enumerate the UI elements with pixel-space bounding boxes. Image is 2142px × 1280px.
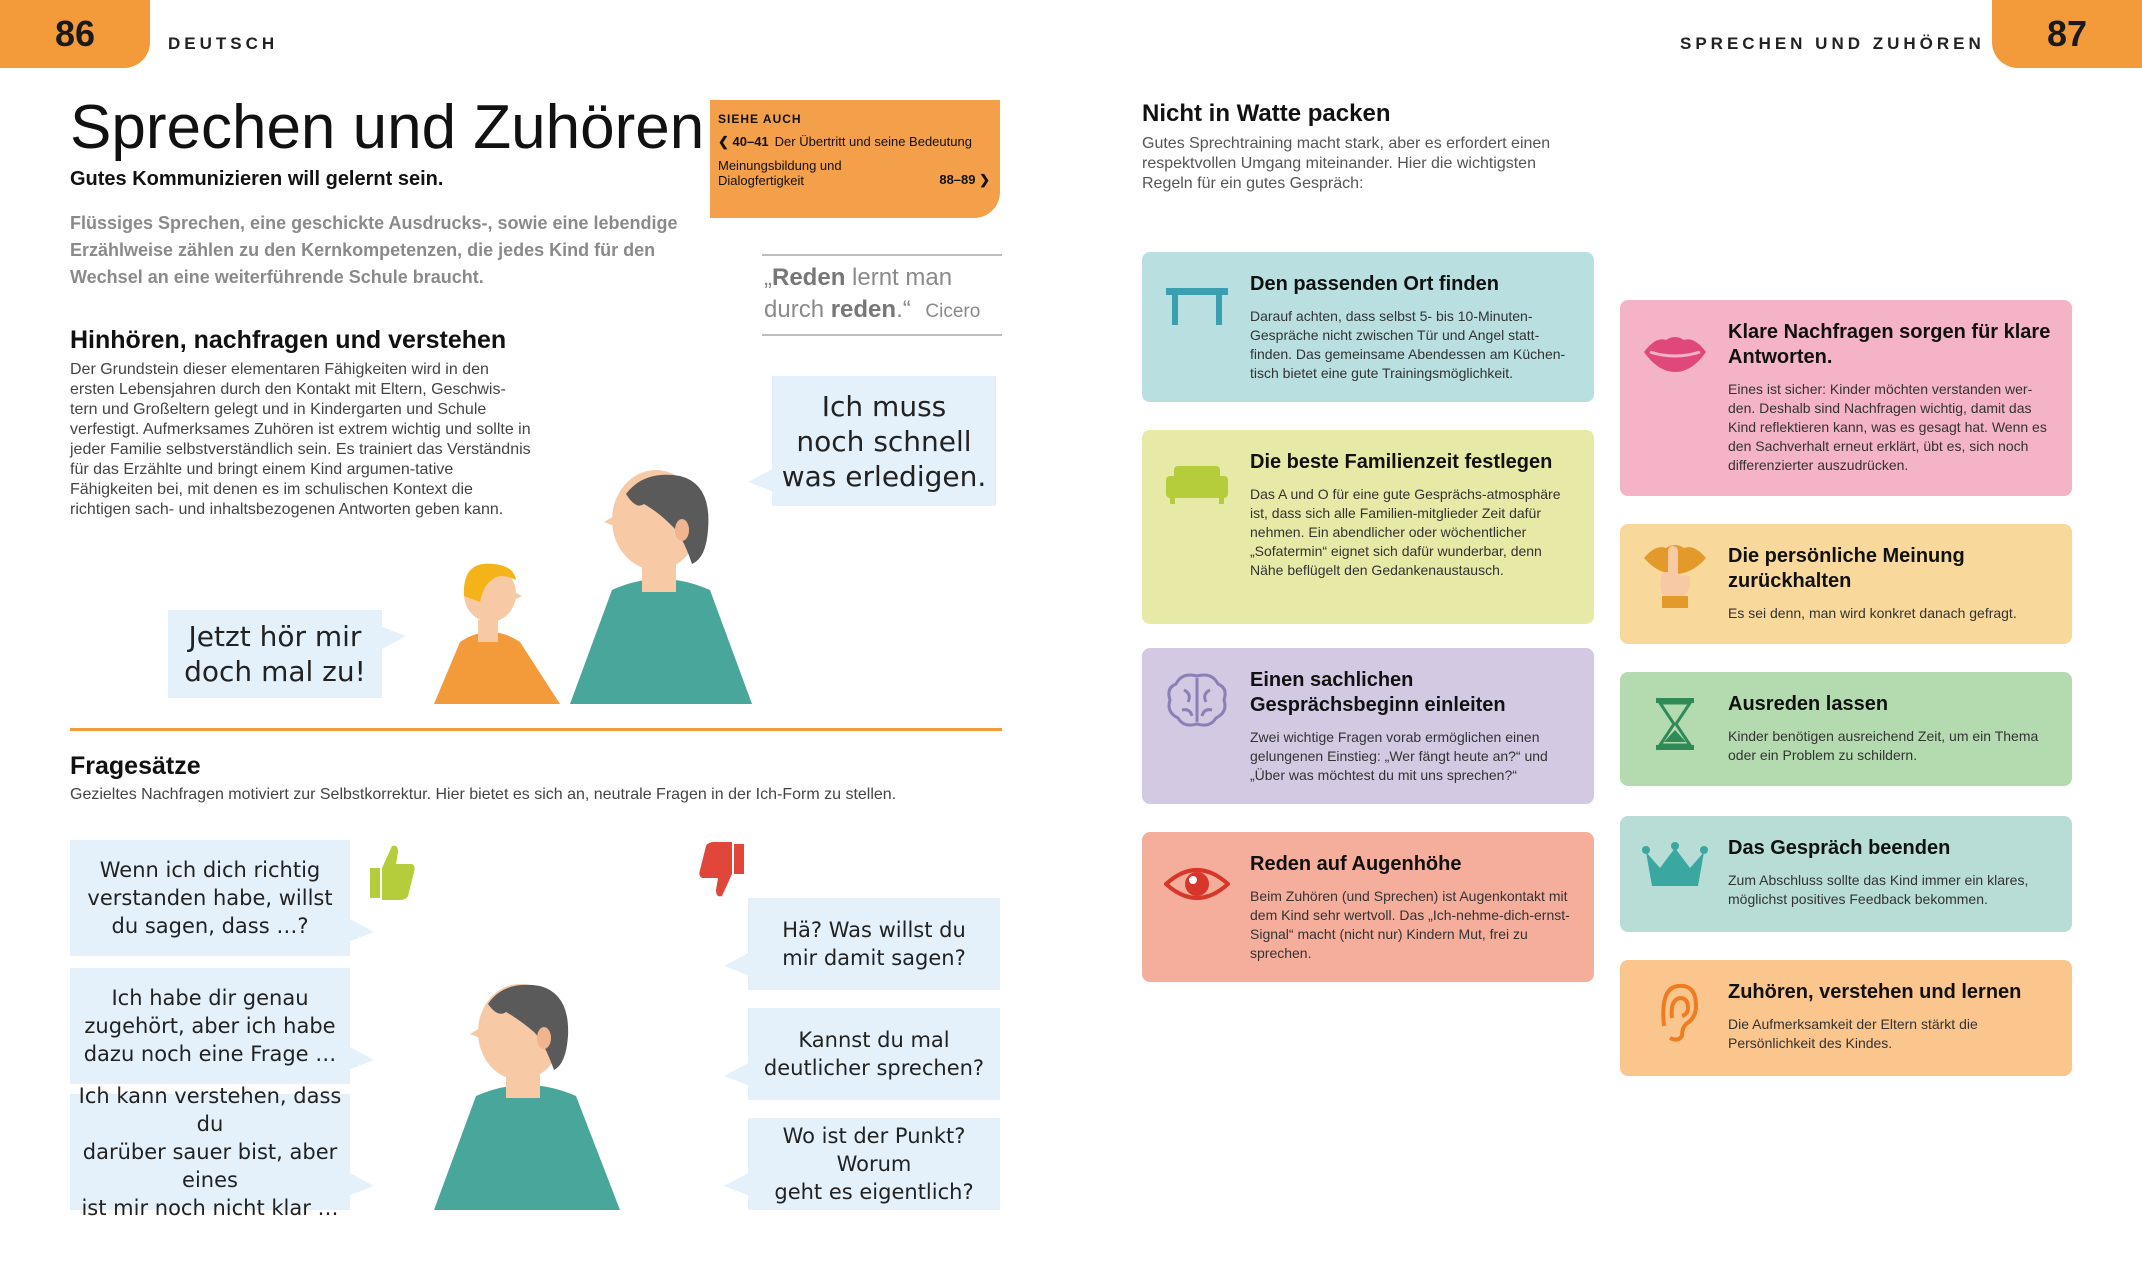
adult-illustration bbox=[430, 970, 670, 1210]
lead-paragraph: Flüssiges Sprechen, eine geschickte Ausdrucks-, sowie eine lebendige Erzählweise zählen zu den Kernkompetenzen, die jedes Kind für den Wechsel an eine weiterführende Schule braucht. bbox=[70, 213, 678, 287]
bubble-line: dazu noch eine Frage … bbox=[83, 1042, 337, 1066]
bubble-line: deutlicher sprechen? bbox=[763, 1056, 985, 1080]
bubble-line: du sagen, dass …? bbox=[111, 914, 309, 938]
hourglass-icon bbox=[1642, 694, 1708, 754]
rule-card bbox=[1620, 816, 2072, 932]
thumbs-down-icon bbox=[698, 840, 746, 900]
page-number-right: 87 bbox=[1992, 0, 2142, 68]
ear-icon bbox=[1642, 982, 1708, 1042]
rule-text: Beim Zuhören (und Sprechen) ist Augenkontakt mit dem Kind sehr wertvoll. Das „Ich-nehme-dich-ernst-Signal“ macht (nicht nur) Kindern Mut, frei zu sprechen. bbox=[1250, 888, 1570, 961]
bad-question-bubble bbox=[748, 1118, 1000, 1210]
rule-title: Zuhören, verstehen und lernen bbox=[1728, 981, 2022, 1003]
speech-bubble-child bbox=[168, 610, 382, 698]
running-head-right: SPRECHEN UND ZUHÖREN bbox=[1680, 34, 1985, 53]
questions-text: Gezieltes Nachfragen motiviert zur Selbstkorrektur. Hier bietet es sich an, neutrale Fragen in der Ich-Form zu stellen. bbox=[70, 786, 897, 803]
good-question-bubble bbox=[70, 968, 350, 1084]
lips-icon bbox=[1642, 322, 1708, 382]
bubble-line: zugehört, aber ich habe bbox=[84, 1014, 336, 1038]
rule-card bbox=[1620, 524, 2072, 644]
bad-question-bubble bbox=[748, 898, 1000, 990]
see-also-link-2[interactable]: Meinungsbildung und Dialogfertigkeit bbox=[718, 158, 842, 188]
rule-title: Klare Nachfragen sorgen für klare Antworten. bbox=[1728, 321, 2051, 368]
bubble-line: Wenn ich dich richtig bbox=[99, 858, 321, 882]
crown-icon bbox=[1642, 838, 1708, 898]
bubble-line: darüber sauer bist, aber eines bbox=[82, 1140, 338, 1192]
rule-card bbox=[1620, 672, 2072, 786]
bubble-line: ist mir noch nicht klar … bbox=[81, 1196, 339, 1220]
rule-title: Die persönliche Meinung zurückhalten bbox=[1728, 545, 1965, 592]
rule-card bbox=[1620, 960, 2072, 1076]
rule-title: Einen sachlichen Gesprächsbeginn einleiten bbox=[1250, 669, 1506, 716]
bubble-line: Hä? Was willst du bbox=[782, 918, 966, 942]
rule-text: Kinder benötigen ausreichend Zeit, um ein Thema oder ein Problem zu schildern. bbox=[1728, 728, 2039, 763]
section-divider bbox=[70, 728, 1002, 731]
rule-text: Es sei denn, man wird konkret danach gefragt. bbox=[1728, 605, 2017, 621]
see-also-label: SIEHE AUCH bbox=[718, 112, 802, 126]
adult-body bbox=[570, 579, 752, 704]
see-also-pages-1[interactable]: ❮ 40–41 bbox=[718, 134, 769, 149]
rule-title: Den passenden Ort finden bbox=[1250, 273, 1499, 295]
bubble-line: Ich muss bbox=[821, 389, 947, 423]
rule-text: Das A und O für eine gute Gesprächs-atmosphäre ist, dass sich alle Familien-mitglieder Zeit dafür nehmen. Ein abendlicher oder wöchentlicher „Sofatermin“ eignet sich dafür wunderbar, denn Nähe beflügelt den Gedankenaustausch. bbox=[1250, 486, 1561, 578]
rule-card bbox=[1620, 300, 2072, 496]
rule-title: Die beste Familienzeit festlegen bbox=[1250, 451, 1553, 473]
child-body bbox=[434, 632, 560, 704]
rule-title: Reden auf Augenhöhe bbox=[1250, 853, 1462, 875]
bubble-line: doch mal zu! bbox=[184, 655, 366, 688]
brain-icon bbox=[1164, 670, 1230, 730]
finger-on-lips-icon bbox=[1642, 540, 1708, 612]
page-subtitle: Gutes Kommunizieren will gelernt sein. bbox=[70, 168, 444, 190]
bubble-line: verstanden habe, willst bbox=[87, 886, 333, 910]
speech-bubble-adult bbox=[772, 376, 996, 506]
rule-text: Darauf achten, dass selbst 5- bis 10-Minuten-Gespräche nicht zwischen Tür und Angel statt-finden. Das gemeinsame Abendessen am Küchen-tisch bietet eine gute Trainingsmöglichkeit. bbox=[1250, 308, 1566, 381]
page-title: Sprechen und Zuhören bbox=[70, 93, 705, 162]
rule-card bbox=[1142, 252, 1594, 402]
page-number-left: 86 bbox=[0, 0, 150, 68]
bad-question-bubble bbox=[748, 1008, 1000, 1100]
quote-close: .“ bbox=[896, 296, 911, 323]
listening-heading: Hinhören, nachfragen und verstehen bbox=[70, 326, 507, 354]
bubble-line: Ich kann verstehen, dass du bbox=[78, 1084, 342, 1136]
see-also-pages-2[interactable]: 88–89 ❯ bbox=[939, 172, 990, 187]
table-icon bbox=[1164, 274, 1230, 334]
rule-text: Zum Abschluss sollte das Kind immer ein klares, möglichst positives Feedback bekommen. bbox=[1728, 872, 2029, 907]
quote-word-1: Reden bbox=[772, 264, 846, 291]
quote-open: „ bbox=[764, 264, 772, 291]
bubble-line: Jetzt hör mir bbox=[188, 620, 362, 653]
rule-card bbox=[1142, 430, 1594, 624]
sofa-icon bbox=[1164, 452, 1230, 512]
quote-middle: lernt man durch bbox=[764, 264, 953, 323]
running-head-left: DEUTSCH bbox=[168, 34, 279, 53]
watte-text: Gutes Sprechtraining macht stark, aber es erfordert einen respektvollen Umgang miteinander. Hier die wichtigsten Regeln für ein gutes Gespräch: bbox=[1142, 135, 1551, 192]
see-also-box bbox=[710, 100, 1000, 218]
questions-heading: Fragesätze bbox=[70, 752, 201, 780]
bubble-line: mir damit sagen? bbox=[782, 946, 966, 970]
rule-text: Eines ist sicher: Kinder möchten verstanden wer-den. Deshalb sind Nachfragen wichtig, damit das Kind reflektieren kann, was es gesagt hat. Wenn es den Sachverhalt erneut erklärt, übt es, sich noch differenzierter auszudrücken. bbox=[1728, 381, 2047, 473]
bubble-line: Wo ist der Punkt? Worum bbox=[782, 1124, 966, 1176]
quote-author: Cicero bbox=[925, 301, 981, 322]
rule-card bbox=[1142, 648, 1594, 804]
thumbs-up-icon bbox=[368, 842, 416, 902]
rule-card bbox=[1142, 832, 1594, 982]
rule-title: Das Gespräch beenden bbox=[1728, 837, 1951, 859]
bubble-line: Kannst du mal bbox=[798, 1028, 950, 1052]
listening-text: Der Grundstein dieser elementaren Fähigkeiten wird in den ersten Lebensjahren durch den Kontakt mit Eltern, Geschwis-tern und Großeltern gelegt und in Kindergarten und Schule verfestigt. Aufmerksames Zuhören ist extrem wichtig und sollte in jeder Familie selbstverständlich sein. Es trainiert das Verständnis für das Erzählte und bringt einem Kind argumen-tative Fähigkeiten bei, mit denen es im schulischen Kontext die richtigen sach- und inhaltsbezogenen Antworten geben kann. bbox=[70, 361, 531, 518]
bubble-line: geht es eigentlich? bbox=[774, 1180, 974, 1204]
cicero-quote bbox=[762, 254, 1002, 336]
bubble-line: noch schnell bbox=[796, 424, 972, 458]
watte-heading: Nicht in Watte packen bbox=[1142, 100, 1391, 127]
quote-word-2: reden bbox=[830, 296, 897, 323]
bubble-line: was erledigen. bbox=[781, 459, 987, 493]
rule-text: Zwei wichtige Fragen vorab ermöglichen einen gelungenen Einstieg: „Wer fängt heute an?“ und „Über was möchtest du mit uns sprechen?“ bbox=[1250, 729, 1548, 783]
rule-text: Die Aufmerksamkeit der Eltern stärkt die Persönlichkeit des Kindes. bbox=[1728, 1016, 1978, 1051]
rule-title: Ausreden lassen bbox=[1728, 693, 1889, 715]
adult-body bbox=[434, 1085, 620, 1210]
bubble-line: Ich habe dir genau bbox=[111, 986, 309, 1010]
see-also-link-1[interactable]: Der Übertritt und seine Bedeutung bbox=[774, 134, 972, 149]
good-question-bubble bbox=[70, 840, 350, 956]
good-question-bubble bbox=[70, 1084, 350, 1220]
eye-icon bbox=[1164, 854, 1230, 914]
parent-child-illustration bbox=[430, 460, 800, 710]
